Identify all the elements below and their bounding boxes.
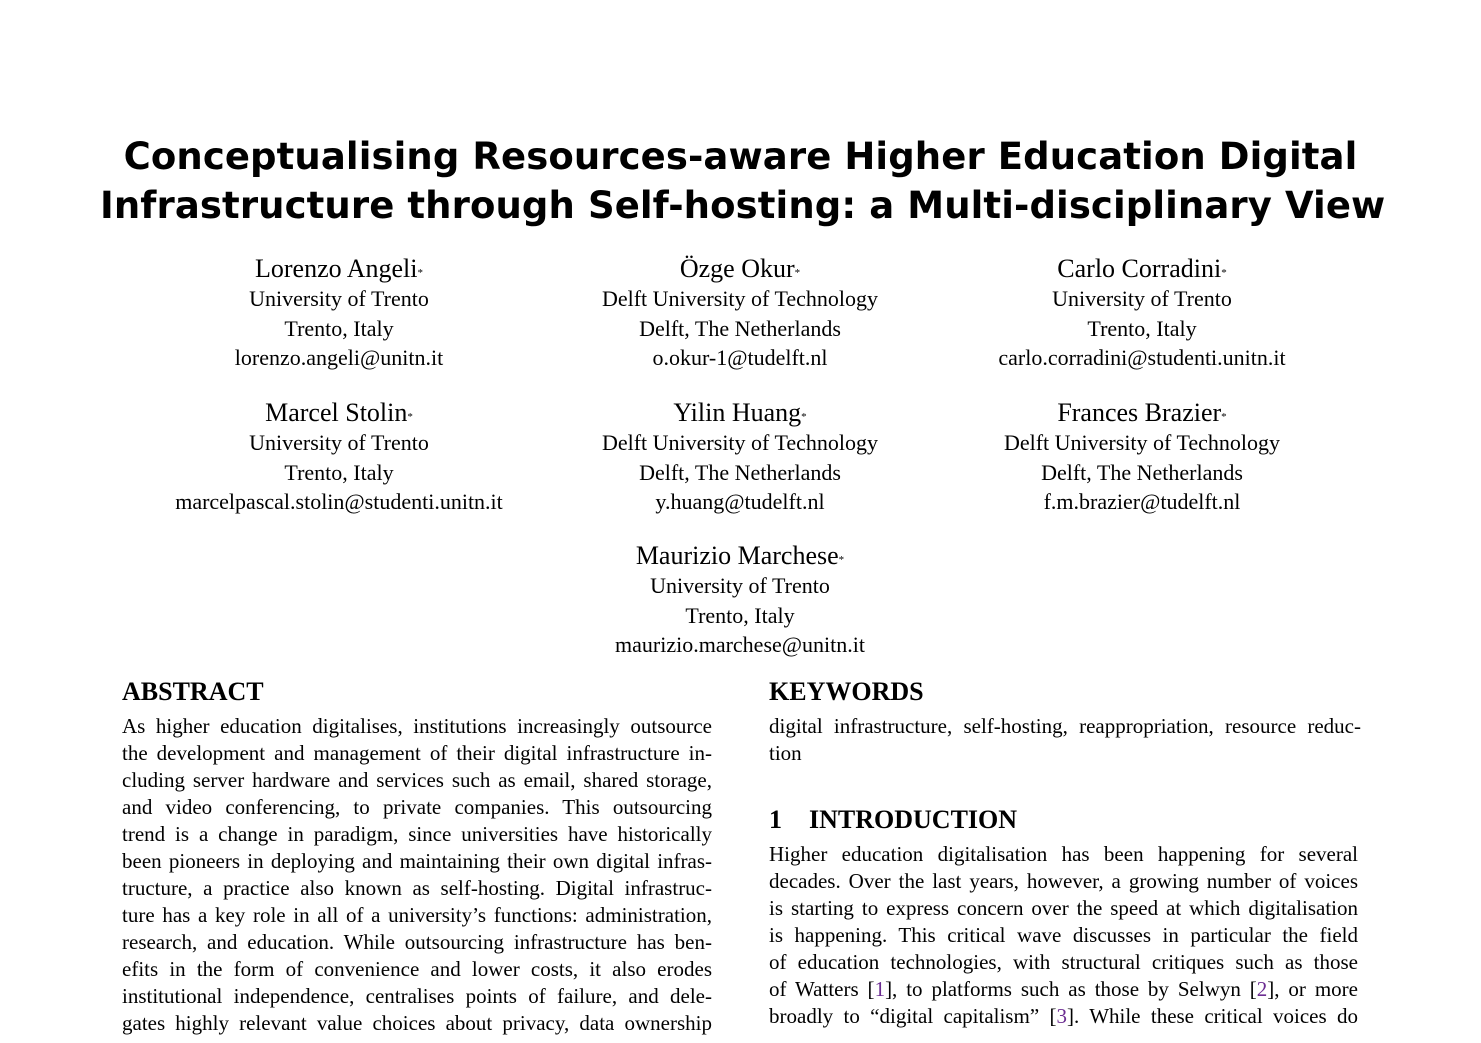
text-line: research, and education. While outsourcing infrastructure has ben- — [122, 930, 712, 954]
author-block — [948, 254, 1336, 373]
text-line — [769, 841, 1358, 868]
author-name: Lorenzo Angeli* — [255, 254, 423, 283]
text-line: As higher education digitalises, institutions increasingly outsource — [122, 714, 712, 738]
author-institution: Delft University of Technology — [601, 430, 879, 455]
author-name: Yilin Huang* — [673, 398, 807, 427]
author-mark: * — [801, 411, 807, 423]
author-block — [124, 398, 554, 517]
author-block — [948, 398, 1336, 517]
author-institution: Delft University of Technology — [601, 286, 879, 311]
abstract-heading: ABSTRACT — [122, 677, 264, 706]
text-line: efits in the form of convenience and lower costs, it also erodes — [122, 957, 712, 981]
paper-title-line-2: Infrastructure through Self-hosting: a Multi-disciplinary View — [100, 184, 1386, 227]
text-line: trend is a change in paradigm, since universities have historically — [122, 822, 712, 846]
author-name: Frances Brazier* — [1057, 398, 1227, 427]
author-email: maurizio.marchese@unitn.it — [615, 632, 865, 657]
text-segment: decades. Over the last years, however, a growing number of voices — [769, 869, 1358, 893]
author-mark: * — [407, 411, 413, 423]
text-line: been pioneers in deploying and maintaining their own digital infras- — [122, 849, 712, 873]
paper-title-line-1: Conceptualising Resources-aware Higher Education Digital — [123, 135, 1358, 178]
author-block — [540, 541, 940, 660]
author-mark: * — [1221, 267, 1227, 279]
text-segment: Higher education digitalisation has been happening for several — [769, 842, 1358, 866]
text-segment: is starting to express concern over the speed at which digitalisation — [769, 896, 1358, 920]
text-line — [769, 922, 1358, 949]
citation-link[interactable]: 2 — [1256, 977, 1268, 1001]
text-segment: broadly to “digital capitalism” [ — [769, 1004, 1057, 1028]
author-location: Trento, Italy — [685, 602, 795, 628]
author-email: y.huang@tudelft.nl — [655, 489, 825, 514]
text-segment: is happening. This critical wave discusses in particular the field — [769, 923, 1358, 947]
author-institution: University of Trento — [650, 573, 830, 598]
text-segment: of education technologies, with structural critiques such as those — [769, 950, 1358, 974]
author-institution: Delft University of Technology — [1003, 430, 1281, 455]
text-line — [769, 1003, 1358, 1030]
citation-link[interactable]: 1 — [874, 977, 886, 1001]
text-segment: ], to platforms such as those by Selwyn [ — [885, 977, 1257, 1001]
text-line: and video conferencing, to private companies. This outsourcing — [122, 795, 712, 819]
author-mark: * — [794, 267, 801, 279]
author-name: Carlo Corradini* — [1057, 254, 1227, 283]
text-line — [769, 976, 1358, 1003]
text-line: cluding server hardware and services such as email, shared storage, — [122, 768, 712, 792]
author-location: Delft, The Netherlands — [639, 459, 841, 485]
abstract-text — [122, 713, 712, 1037]
text-line: the development and management of their digital infrastructure in- — [122, 741, 712, 765]
author-email: carlo.corradini@studenti.unitn.it — [998, 345, 1286, 370]
author-block — [540, 254, 940, 373]
author-name: Maurizio Marchese* — [635, 541, 845, 570]
text-line: institutional independence, centralises points of failure, and dele- — [122, 984, 712, 1008]
text-line: digital infrastructure, self-hosting, reappropriation, resource reduc- — [769, 714, 1361, 738]
author-location: Trento, Italy — [284, 459, 394, 485]
author-name: Özge Okur* — [679, 254, 801, 283]
author-institution: University of Trento — [1052, 286, 1232, 311]
text-line: gates highly relevant value choices about privacy, data ownership — [122, 1011, 712, 1035]
text-line — [769, 949, 1358, 976]
citation-link[interactable]: 3 — [1056, 1004, 1067, 1028]
introduction-text — [769, 841, 1358, 1030]
author-location: Trento, Italy — [284, 315, 394, 341]
keywords-heading: KEYWORDS — [769, 677, 924, 706]
author-mark: * — [417, 267, 423, 279]
author-email: o.okur-1@tudelft.nl — [652, 345, 828, 370]
text-segment: ]. While these critical voices do — [1066, 1004, 1358, 1028]
text-line — [769, 868, 1358, 895]
text-line: tructure, a practice also known as self-hosting. Digital infrastruc- — [122, 876, 712, 900]
author-mark: * — [1221, 411, 1227, 423]
text-segment: of Watters [ — [769, 977, 875, 1001]
section-title: INTRODUCTION — [809, 805, 1018, 834]
text-line: tion — [769, 741, 802, 765]
keywords-text — [769, 713, 1361, 767]
text-line: ture has a key role in all of a university’s functions: administration, — [122, 903, 712, 927]
author-block — [124, 254, 554, 373]
text-line — [769, 895, 1358, 922]
author-institution: University of Trento — [249, 286, 429, 311]
author-location: Delft, The Netherlands — [1041, 459, 1243, 485]
author-mark: * — [838, 554, 845, 566]
author-location: Trento, Italy — [1087, 315, 1197, 341]
author-block — [540, 398, 940, 517]
author-email: lorenzo.angeli@unitn.it — [234, 345, 444, 370]
text-segment: ], or more — [1267, 977, 1358, 1001]
author-location: Delft, The Netherlands — [639, 315, 841, 341]
author-institution: University of Trento — [249, 430, 429, 455]
section-number: 1 — [769, 805, 782, 834]
introduction-heading — [769, 805, 1017, 835]
author-name: Marcel Stolin* — [265, 398, 413, 427]
author-email: f.m.brazier@tudelft.nl — [1043, 489, 1241, 514]
paper-title — [100, 132, 1386, 230]
author-email: marcelpascal.stolin@studenti.unitn.it — [175, 489, 503, 514]
